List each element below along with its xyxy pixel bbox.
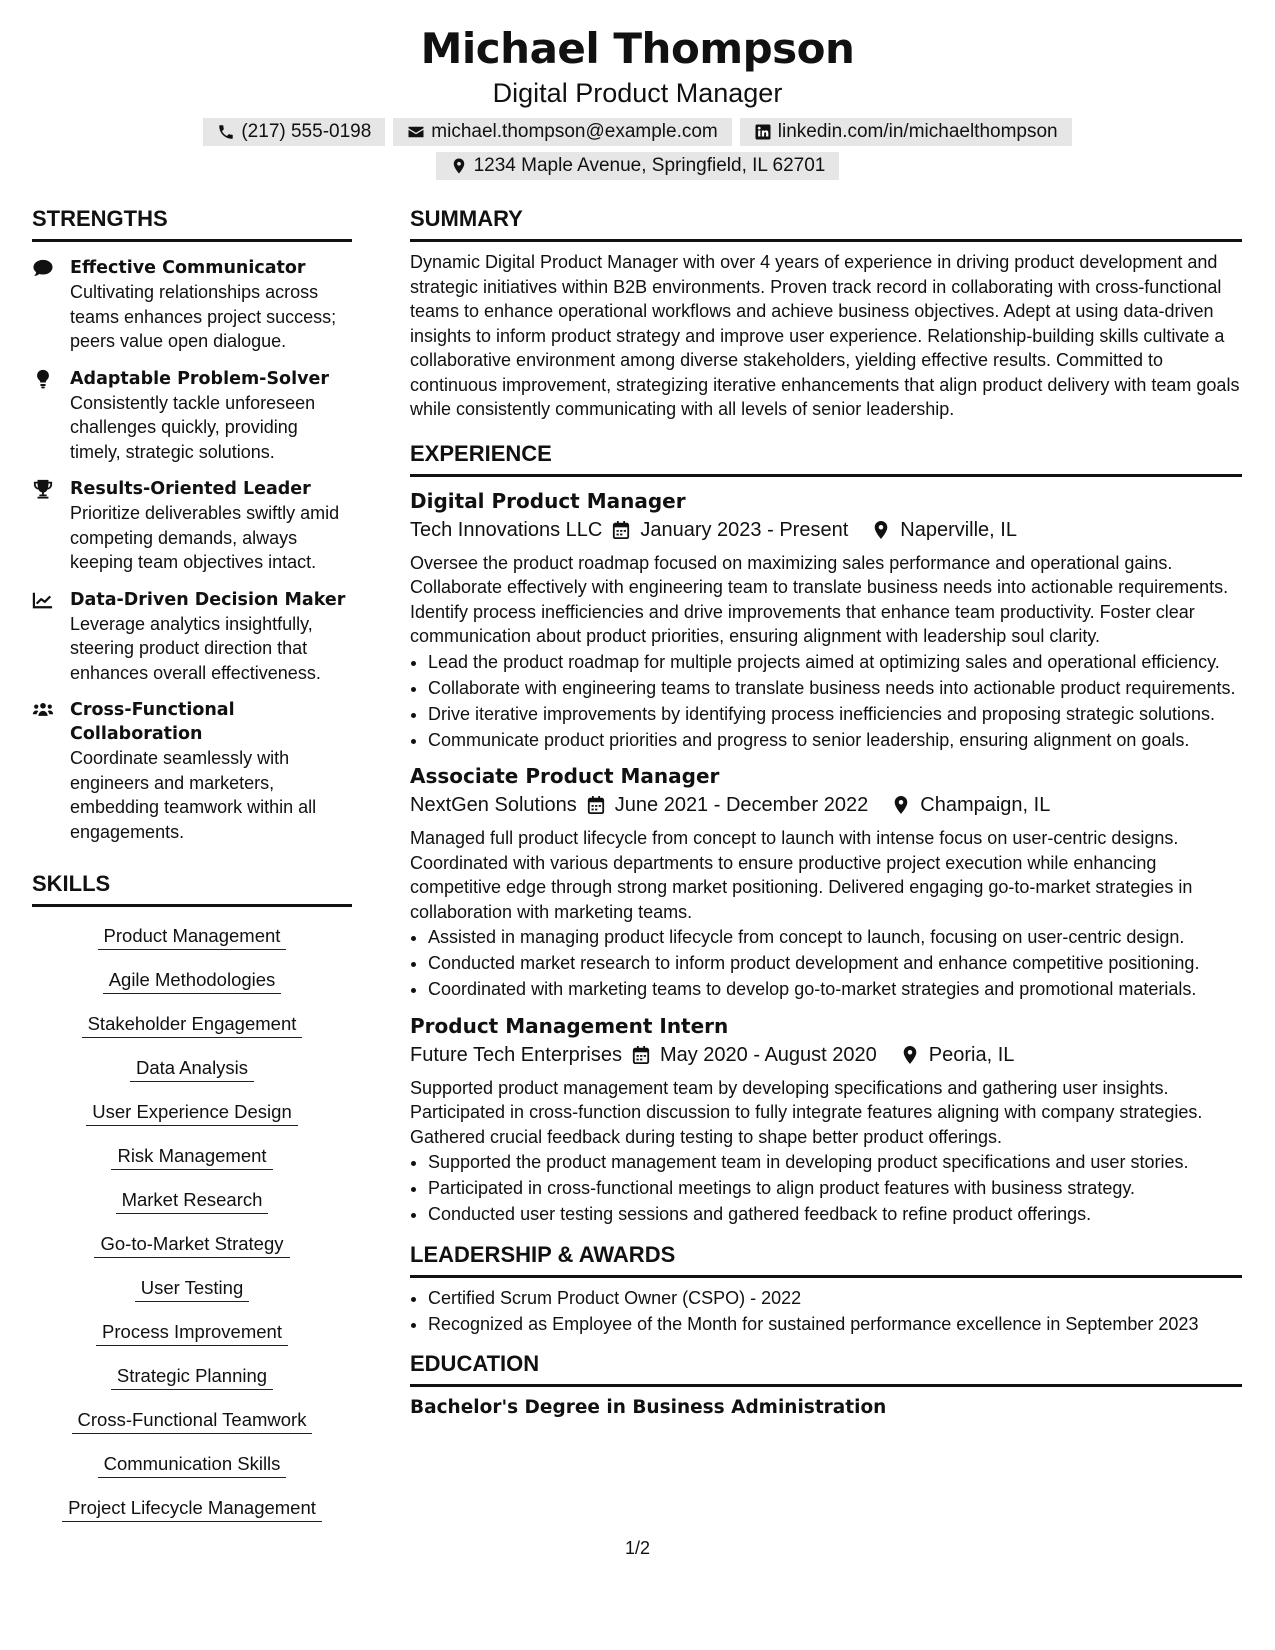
skill-tag: Process Improvement [96,1319,288,1346]
job-title: Product Management Intern [410,1013,729,1038]
skill-tag: Risk Management [111,1143,272,1170]
leadership-section [410,1241,1242,1337]
calendar-icon [632,1045,650,1065]
bullet-item: • Conducted user testing sessions and gathered feedback to refine product offerings. [428,1202,1242,1227]
map-pin-icon [450,157,468,175]
map-pin-icon [892,795,910,815]
experience-section [410,440,1242,1227]
skills-section [32,870,352,1522]
skill-tag: Stakeholder Engagement [82,1011,303,1038]
job-title: Associate Product Manager [410,764,720,788]
strength-title: Results-Oriented Leader [70,479,311,499]
strength-desc: Leverage analytics insightfully, steering product direction that enhances overall effectiveness. [70,613,321,683]
phone-chip[interactable] [203,118,385,146]
job-bullets [410,925,1242,1002]
bullet-item: • Drive iterative improvements by identifying process inefficiencies and proposing strategic solutions. [428,702,1242,727]
experience-heading: EXPERIENCE [410,440,1242,477]
strength-desc: Cultivating relationships across teams enhances project success; peers value open dialogue. [70,282,337,351]
skill-tag: Go-to-Market Strategy [94,1231,289,1258]
strength-desc: Coordinate seamlessly with engineers and marketers, embedding teamwork within all engagements. [70,748,317,842]
skill-tag: Communication Skills [98,1451,287,1478]
company-name: Tech Innovations LLC [410,518,603,541]
linkedin-icon [754,123,772,141]
page-number: 1/2 [624,1538,651,1558]
skill-tag: Project Lifecycle Management [62,1495,322,1522]
job-meta [410,790,1242,820]
skill-tag: Cross-Functional Teamwork [72,1407,313,1434]
skill-tag: Market Research [116,1187,269,1214]
summary-heading: SUMMARY [410,205,1242,242]
phone-text: (217) 555-0198 [241,121,372,142]
bullet-item: • Assisted in managing product lifecycle from concept to launch, focusing on user-centric design. [428,925,1242,950]
users-icon [32,698,56,844]
bullet-item: • Conducted market research to inform product development and enhance competitive positioning. [428,951,1242,976]
job-bullets [410,1150,1242,1227]
email-chip[interactable] [393,118,731,146]
skill-tag: User Testing [135,1275,249,1302]
contact-row [0,118,1275,146]
map-pin-icon [901,1045,919,1065]
phone-icon [217,123,235,141]
job-dates: May 2020 - August 2020 [659,1043,877,1066]
job-entry [410,762,1242,1002]
job-description: Oversee the product roadmap focused on maximizing sales performance and operational gains. Collaborate effectively with engineering team to translate business needs into actionable requirements. Identify process inefficiencies and drive improvements that enhance team productivity. Foster clear communication about product priorities, ensuring alignment with leadership soul clarity. [410,552,1229,646]
email-text: michael.thompson@example.com [431,121,718,142]
company-name: NextGen Solutions [410,794,577,816]
right-column [410,205,1242,1421]
strength-item [32,698,352,844]
skill-tag: Product Management [98,923,287,950]
strength-item [32,477,352,575]
job-meta [410,1040,1242,1070]
job-description: Supported product management team by developing specifications and gathering user insights. Participated in cross-function discussion to fully integrate features aligning with company strategies. Gathered crucial feedback during testing to shape better product offerings. [410,1077,1203,1147]
strength-item [32,256,352,354]
skill-tag: Data Analysis [130,1055,254,1082]
left-column [32,205,352,1522]
job-bullets [410,650,1242,753]
linkedin-chip[interactable] [740,118,1072,146]
bullet-item: • Supported the product management team in developing product specifications and user stories. [428,1150,1242,1175]
strength-item [32,588,352,686]
leadership-list [410,1286,1242,1337]
comment-icon [32,256,56,354]
company-name: Future Tech Enterprises [410,1043,622,1066]
lightbulb-icon [32,367,56,465]
job-description: Managed full product lifecycle from concept to launch with intense focus on user-centric designs. Coordinated with various departments to ensure productive project execution while enhancing competitive edge through strong market positioning. Delivered engaging go-to-market strategies in collaboration with marketing teams. [410,828,1193,922]
job-dates: June 2021 - December 2022 [614,794,869,816]
skills-list [32,923,352,1522]
bullet-item: • Participated in cross-functional meetings to align product features with business strategy. [428,1176,1242,1201]
strength-title: Cross-Functional Collaboration [70,700,235,744]
job-title: Digital Product Manager [410,488,686,513]
calendar-icon [612,520,630,540]
strengths-list [32,256,352,844]
job-location: Peoria, IL [928,1043,1015,1066]
bullet-item: • Communicate product priorities and progress to senior leadership, ensuring alignment on goals. [428,728,1242,753]
bullet-item: • Lead the product roadmap for multiple projects aimed at optimizing sales and operational efficiency. [428,650,1242,675]
skill-tag: Strategic Planning [111,1363,273,1390]
calendar-icon [587,795,605,815]
skill-tag: Agile Methodologies [103,967,282,994]
strength-title: Adaptable Problem-Solver [70,368,329,389]
candidate-name: Michael Thompson [420,24,855,73]
linkedin-text: linkedin.com/in/michaelthompson [777,121,1058,142]
degree-title: Bachelor's Degree in Business Administration [410,1397,887,1418]
strength-item [32,367,352,465]
bullet-item: • Collaborate with engineering teams to translate business needs into actionable product requirements. [428,676,1242,701]
address-text: 1234 Maple Avenue, Springfield, IL 62701 [473,155,826,176]
trophy-icon [32,477,56,575]
strength-desc: Prioritize deliverables swiftly amid competing demands, always keeping team objectives intact. [70,503,340,572]
strength-title: Effective Communicator [70,258,306,278]
leadership-heading: LEADERSHIP & AWARDS [410,1241,1242,1278]
bullet-item: • Recognized as Employee of the Month for sustained performance excellence in September 2023 [428,1312,1242,1337]
education-section [410,1350,1242,1421]
bullet-item: • Coordinated with marketing teams to develop go-to-market strategies and promotional materials. [428,977,1242,1002]
skills-heading: SKILLS [32,870,352,907]
job-entry [410,1012,1242,1227]
job-location: Champaign, IL [920,794,1051,816]
job-dates: January 2023 - Present [640,518,849,541]
candidate-title: Digital Product Manager [492,78,783,108]
chart-line-icon [32,588,56,686]
map-pin-icon [872,520,890,540]
strengths-heading: STRENGTHS [32,205,352,242]
strength-desc: Consistently tackle unforeseen challenges quickly, providing timely, strategic solutions. [70,392,316,462]
education-heading: EDUCATION [410,1350,1242,1387]
skill-tag: User Experience Design [86,1099,297,1126]
job-location: Naperville, IL [900,518,1017,541]
address-row [0,152,1275,180]
resume-header [0,22,1275,180]
job-meta [410,515,1242,545]
address-chip [436,152,840,180]
job-entry [410,487,1242,753]
strength-title: Data-Driven Decision Maker [70,589,346,610]
summary-text: Dynamic Digital Product Manager with over 4 years of experience in driving product development and strategic initiatives within B2B environments. Proven track record in collaborating with cross-functional teams to enhance operational workflows and achieve business objectives. Adept at using data-driven insights to inform product strategy and improve user experience. Relationship-building skills cultivate a collaborative environment among diverse stakeholders, yielding effective results. Committed to continuous improvement, strategizing iterative enhancements that align product delivery with team goals while consistently communicating with all levels of senior leadership. [410,252,1240,419]
bullet-item: • Certified Scrum Product Owner (CSPO) - 2022 [428,1286,1242,1311]
envelope-icon [407,123,425,141]
